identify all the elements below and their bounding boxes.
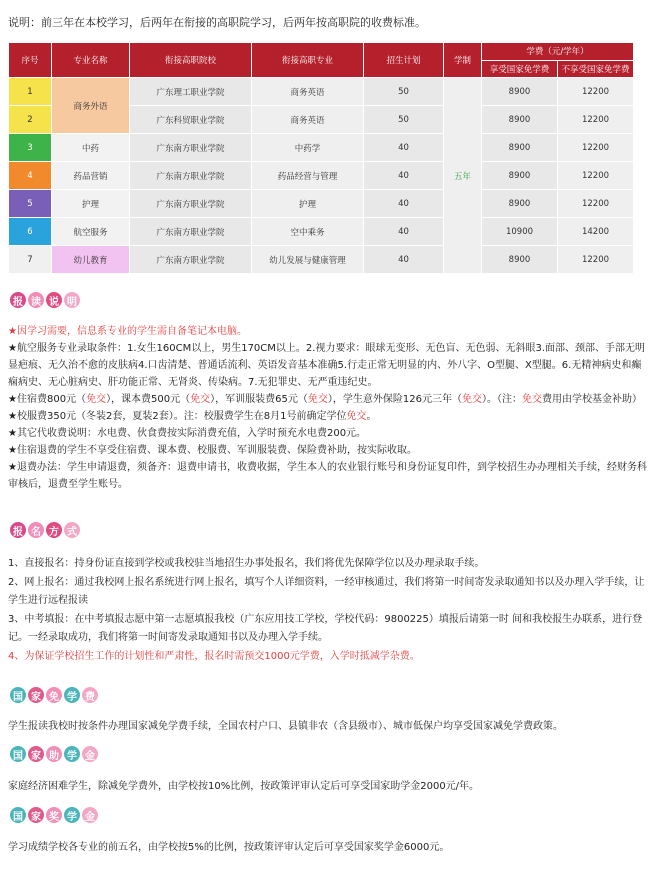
title-bubble: 助 — [46, 746, 62, 762]
cell-fee-free: 8900 — [482, 246, 558, 274]
exempt-highlight: 免交 — [461, 394, 482, 405]
cell-college-major: 空中乘务 — [252, 218, 364, 246]
cell-fee-nofree: 12200 — [558, 134, 634, 162]
title-bubble: 说 — [46, 292, 62, 308]
exempt-highlight: 免交 — [190, 394, 211, 405]
table-row — [9, 78, 634, 106]
instr-line-2: ★航空服务专业录取条件：1.女生160CM以上，男生170CM以上。2.视力要求：眼球无变形、无色盲、无色弱、无斜眼3.面部、颈部、手部无明显疤痕、无久治不愈的皮肤病4.口齿清楚、普通话流利、英语发音基本准确5.行走正常无明显的内、外八字、O型腿、X型腿。6.无精神病史和癫痫病史、无心脏病史、肝功能正常、无肾炎、传染病。7.无犯罪史、无严重违纪史。 — [8, 343, 645, 388]
cell-college-major: 商务英语 — [252, 78, 364, 106]
cell-college: 广东南方职业学院 — [130, 190, 252, 218]
section-title-instructions — [10, 292, 80, 308]
cell-major: 护理 — [52, 190, 130, 218]
title-bubble: 家 — [28, 807, 44, 823]
title-bubble: 方 — [46, 522, 62, 538]
cell-seq: 4 — [9, 162, 52, 190]
title-bubble: 学 — [64, 807, 80, 823]
table-row — [9, 246, 634, 274]
cell-plan: 40 — [364, 218, 444, 246]
title-bubble: 金 — [82, 746, 98, 762]
intro-note: 说明：前三年在本校学习，后两年在衔接的高职院学习，后两年按高职院的收费标准。 — [8, 16, 426, 29]
table-row — [9, 218, 634, 246]
cell-seq: 2 — [9, 106, 52, 134]
header-years: 学制 — [444, 43, 482, 78]
title-bubble: 式 — [64, 522, 80, 538]
cell-fee-free: 8900 — [482, 134, 558, 162]
cell-fee-nofree: 12200 — [558, 106, 634, 134]
cell-fee-nofree: 12200 — [558, 246, 634, 274]
section-title-grant — [10, 746, 98, 762]
cell-college-major: 护理 — [252, 190, 364, 218]
section-title-registration — [10, 522, 80, 538]
cell-fee-free: 10900 — [482, 218, 558, 246]
instructions-text — [8, 323, 648, 493]
cell-fee-nofree: 12200 — [558, 162, 634, 190]
cell-fee-free: 8900 — [482, 106, 558, 134]
header-fee: 学费（元/学年） — [482, 43, 634, 61]
instr-line-3: ★住宿费800元（免交），课本费500元（免交），军训服装费65元（免交），学生意外保险126元三年（免交）。（注：免交费用由学校基金补助） — [8, 394, 642, 405]
instr-line-5: ★其它代收费说明：水电费、伙食费按实际消费充值，入学时预充水电费200元。 — [8, 428, 367, 439]
cell-college: 广东南方职业学院 — [130, 246, 252, 274]
title-bubble: 金 — [82, 807, 98, 823]
cell-college: 广东南方职业学院 — [130, 162, 252, 190]
tuition-waiver-text: 学生报读我校时按条件办理国家减免学费手续，全国农村户口、县镇非农（含县级市）、城市低保户均享受国家减免学费政策。 — [8, 721, 563, 732]
cell-seq: 6 — [9, 218, 52, 246]
grant-text: 家庭经济困难学生，除减免学费外，由学校按10%比例，按政策评审认定后可享受国家助学金2000元/年。 — [8, 781, 480, 792]
cell-major: 航空服务 — [52, 218, 130, 246]
reg-line-2: 2、网上报名：通过我校网上报名系统进行网上报名，填写个人详细资料，一经审核通过，我们将第一时间寄发录取通知书以及办理入学手续，让学生进行远程报读 — [8, 576, 645, 606]
title-bubble: 奖 — [46, 807, 62, 823]
cell-fee-free: 8900 — [482, 162, 558, 190]
cell-plan: 40 — [364, 246, 444, 274]
cell-seq: 7 — [9, 246, 52, 274]
cell-fee-nofree: 14200 — [558, 218, 634, 246]
cell-college-major: 中药学 — [252, 134, 364, 162]
title-bubble: 家 — [28, 687, 44, 703]
header-fee-free: 享受国家免学费 — [482, 60, 558, 78]
title-bubble: 报 — [10, 292, 26, 308]
cell-plan: 40 — [364, 134, 444, 162]
title-bubble: 免 — [46, 687, 62, 703]
scholarship-text: 学习成绩学校各专业的前五名，由学校按5%的比例，按政策评审认定后可享受国家奖学金6000元。 — [8, 842, 450, 853]
title-bubble: 明 — [64, 292, 80, 308]
cell-major: 药品营销 — [52, 162, 130, 190]
registration-text — [8, 555, 648, 666]
cell-college-major: 幼儿发展与健康管理 — [252, 246, 364, 274]
reg-line-4: 4、为保证学校招生工作的计划性和严肃性，报名时需预交1000元学费，入学时抵减学杂费。 — [8, 650, 420, 662]
cell-seq: 5 — [9, 190, 52, 218]
cell-plan: 40 — [364, 162, 444, 190]
cell-college: 广东理工职业学院 — [130, 78, 252, 106]
cell-college-major: 药品经营与管理 — [252, 162, 364, 190]
table-row — [9, 134, 634, 162]
header-fee-nofree: 不享受国家免学费 — [558, 60, 634, 78]
title-bubble: 家 — [28, 746, 44, 762]
instr-line-6: ★住宿退费的学生不享受住宿费、课本费、校服费、军训服装费、保险费补助，按实际收取。 — [8, 445, 417, 456]
header-college: 衔接高职院校 — [130, 43, 252, 78]
reg-line-1: 1、直接报名：持身份证直接到学校或我校驻当地招生办事处报名，我们将优先保障学位以及办理录取手续。 — [8, 558, 485, 569]
table-row — [9, 162, 634, 190]
cell-major: 商务外语 — [52, 78, 130, 134]
title-bubble: 报 — [10, 522, 26, 538]
cell-plan: 50 — [364, 106, 444, 134]
reg-line-3: 3、中考填报：在中考填报志愿中第一志愿填报我校（广东应用技工学校，学校代码：9800225）填报后请第一时 间和我校报生办联系，进行登记。一经录取成功，我们将第一时间寄发录取通知书以及办理入学手续。 — [8, 613, 643, 643]
cell-fee-nofree: 12200 — [558, 190, 634, 218]
instr-line-7: ★退费办法：学生申请退费，须备齐：退费申请书，收费收据，学生本人的农业银行账号和身份证复印件，到学校招生办办理相关手续，经财务科审核后，退费至学生账号。 — [8, 462, 647, 490]
fee-table — [8, 42, 634, 274]
instr-line-4: ★校服费350元（冬装2套，夏装2套）。注：校服费学生在8月1号前确定学位免交。 — [8, 411, 377, 422]
exempt-highlight: 免交 — [307, 394, 328, 405]
cell-fee-nofree: 12200 — [558, 78, 634, 106]
cell-seq: 1 — [9, 78, 52, 106]
table-row — [9, 190, 634, 218]
cell-college: 广东南方职业学院 — [130, 218, 252, 246]
title-bubble: 读 — [28, 292, 44, 308]
title-bubble: 费 — [82, 687, 98, 703]
cell-plan: 50 — [364, 78, 444, 106]
cell-major: 幼儿教育 — [52, 246, 130, 274]
section-title-scholarship — [10, 807, 98, 823]
exempt-highlight: 免交 — [346, 411, 367, 422]
header-plan: 招生计划 — [364, 43, 444, 78]
cell-years: 五年 — [444, 78, 482, 274]
cell-college: 广东南方职业学院 — [130, 134, 252, 162]
section-title-tuition-waiver — [10, 687, 98, 703]
title-bubble: 国 — [10, 687, 26, 703]
title-bubble: 国 — [10, 746, 26, 762]
header-major: 专业名称 — [52, 43, 130, 78]
cell-college-major: 商务英语 — [252, 106, 364, 134]
cell-college: 广东科贸职业学院 — [130, 106, 252, 134]
title-bubble: 学 — [64, 687, 80, 703]
instr-line-1: ★因学习需要，信息系专业的学生需自备笔记本电脑。 — [8, 326, 247, 337]
header-seq: 序号 — [9, 43, 52, 78]
title-bubble: 国 — [10, 807, 26, 823]
cell-fee-free: 8900 — [482, 190, 558, 218]
title-bubble: 学 — [64, 746, 80, 762]
cell-major: 中药 — [52, 134, 130, 162]
cell-seq: 3 — [9, 134, 52, 162]
cell-fee-free: 8900 — [482, 78, 558, 106]
exempt-highlight: 免交 — [86, 394, 107, 405]
title-bubble: 名 — [28, 522, 44, 538]
header-college-major: 衔接高职专业 — [252, 43, 364, 78]
cell-plan: 40 — [364, 190, 444, 218]
exempt-highlight: 免交 — [521, 394, 542, 405]
